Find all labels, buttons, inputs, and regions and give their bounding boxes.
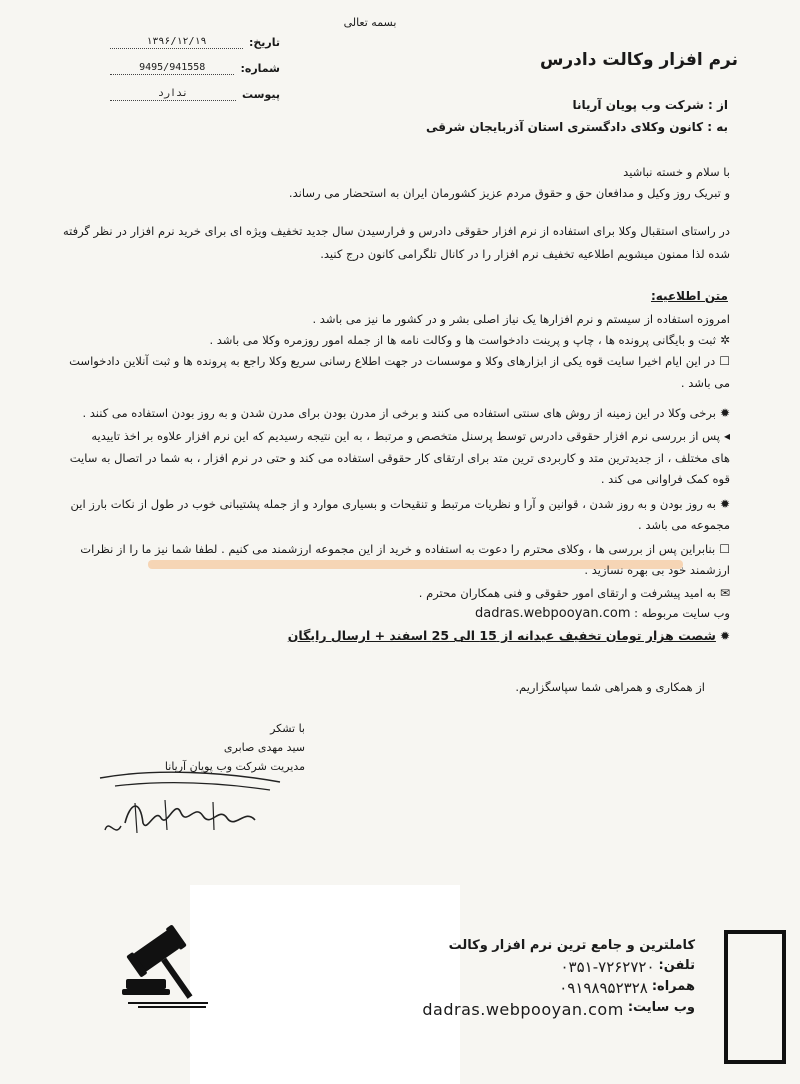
bullet-text-continued: قوه کمک فراوانی می کند . [600,472,730,486]
intro-line-1: در راستای استقبال وکلا برای استفاده از نرم افزار حقوقی دادرس و فرارسیدن سال جدید تخفیف ویژه ای برای خرید نرم افزار در نظر گرفته [62,224,730,238]
bullet-text: پس از بررسی نرم افزار حقوقی دادرس توسط پرسنل متخصص و مرتبط ، به این نتیجه رسیدیم که این نرم افزار علاوه بر اخذ تاییدیه [91,429,720,443]
bullet-text-continued: ارزشمند خود بی بهره نسازید . [584,563,730,577]
signature-position: مدیریت شرکت وب پویان آریانا [164,760,305,773]
footer-phone-row [561,958,696,976]
handwritten-signature-icon [95,768,285,848]
bullet-mark-icon: ✹ [719,406,730,420]
bullet-text: بنابراین پس از بررسی ها ، وکلای محترم را دعوت به استفاده و خرید از این مجموعه ارزشمند می کنیم . لطفا شما نیز ما را از نظرات [80,542,716,556]
bullet-text-continued: می باشد . [680,376,730,390]
bullet-item [60,495,730,513]
bullet-item [60,540,730,558]
intro-line-2: شده لذا ممنون میشویم اطلاعیه تخفیف نرم افزار را در کانال تلگرامی کانون درج کنید. [320,247,730,261]
number-row [110,62,280,75]
website-label: وب سایت مربوطه : [634,606,730,620]
phone-value: ۰۳۵۱-۷۲۶۲۷۲۰ [560,958,655,976]
footer-website-label: وب سایت: [627,1000,695,1015]
bullet-mark-icon: ✲ [719,333,730,347]
announcement-lead: امروزه استفاده از سیستم و نرم افزارها یک نیاز اصلی بشر و در کشور ما نیز می باشد . [312,312,730,326]
from-line: از : شرکت وب پویان آریانا [572,98,728,112]
bullet-text: به امید پیشرفت و ارتقای امور حقوقی و فنی همکاران محترم . [418,586,716,600]
website-link[interactable]: dadras.webpooyan.com [474,606,631,621]
blank-area [190,885,460,1084]
bullet-item [60,404,730,422]
discount-line [288,628,730,643]
discount-text: شصت هزار تومان تخفیف عیدانه از 15 الی 25 اسفند + ارسال رایگان [287,628,716,643]
bullet-text: برخی وکلا در این زمینه از روش های سنتی استفاده می کنند و برخی از مدرن بودن برای مدرن شدن و به روز بودن استفاده می کنند . [82,406,716,420]
number-label: شماره: [240,62,280,75]
bullet-item [60,352,730,370]
attachment-label: پیوست [242,88,280,101]
signature-thanks: با تشکر [270,722,305,735]
attachment-value: ندارد [110,88,236,101]
letter-title: نرم افزار وکالت دادرس [539,50,738,70]
number-value: 9495/941558 [110,62,234,75]
date-value: ۱۳۹۶/۱۲/۱۹ [110,36,243,49]
footer-website-row [422,1000,695,1019]
footer-slogan: کاملترین و جامع ترین نرم افزار وکالت [448,938,695,953]
bullet-mark-icon: ◂ [723,429,730,443]
signature-name: سید مهدی صابری [223,741,305,754]
bullet-item [60,584,730,602]
bullet-item [60,331,730,349]
star-icon: ✹ [719,629,730,643]
bullet-item [60,427,730,445]
greeting-line-2: و تبریک روز وکیل و مدافعان حق و حقوق مردم عزیز کشورمان ایران به استحضار می رساند. [288,186,730,200]
footer-mobile-row [559,979,695,997]
bullet-text-continued: مجموعه می باشد . [638,518,730,532]
mobile-value: ۰۹۱۹۸۹۵۲۳۲۸ [559,979,648,997]
bullet-mark-icon: ☐ [719,542,730,556]
bullet-text: ثبت و بایگانی پرونده ها ، چاپ و پرینت دادخواست ها و وکالت نامه ها از جمله امور روزمره وکلا می باشد . [209,333,716,347]
greeting-line-1: با سلام و خسته نباشید [623,165,730,179]
date-label: تاریخ: [248,36,280,49]
mobile-label: همراه: [651,979,695,994]
announcement-title: متن اطلاعیه: [650,289,728,303]
bullet-mark-icon: ✹ [719,497,730,511]
bullet-mark-icon: ✉ [719,586,730,600]
date-row [110,36,280,49]
bullet-text: به روز بودن و به روز شدن ، قوانین و آرا و نظریات مرتبط و تنقیحات و بسیاری موارد و از جمله پشتیبانی خوب در طول از نکات بارز این [70,497,716,511]
basmala: بسمه تعالی [343,16,397,29]
footer-frame [724,930,786,1064]
attachment-row [110,88,280,101]
website-line [60,604,730,623]
phone-label: تلفن: [658,958,695,973]
closing-line: از همکاری و همراهی شما سپاسگزاریم. [515,680,705,694]
bullet-text: در این ایام اخیرا سایت قوه یکی از ابزارهای وکلا و موسسات در جهت اطلاع رسانی سریع وکلا راجع به پرونده ها و ثبت آنلاین دادخواست [69,354,716,368]
footer-website-link[interactable]: dadras.webpooyan.com [422,1000,624,1019]
gavel-logo-icon [118,915,218,1015]
bullet-mark-icon: ☐ [719,354,730,368]
to-line: به : کانون وکلای دادگستری استان آذربایجان شرقی [425,120,728,134]
bullet-text-continued: های مختلف ، از جدیدترین متد و کاربردی ترین متد برای ارتقای کار حقوقی استفاده می کند و حتی در نرم افزار ، به شما در اتصال به سایت [69,451,730,465]
